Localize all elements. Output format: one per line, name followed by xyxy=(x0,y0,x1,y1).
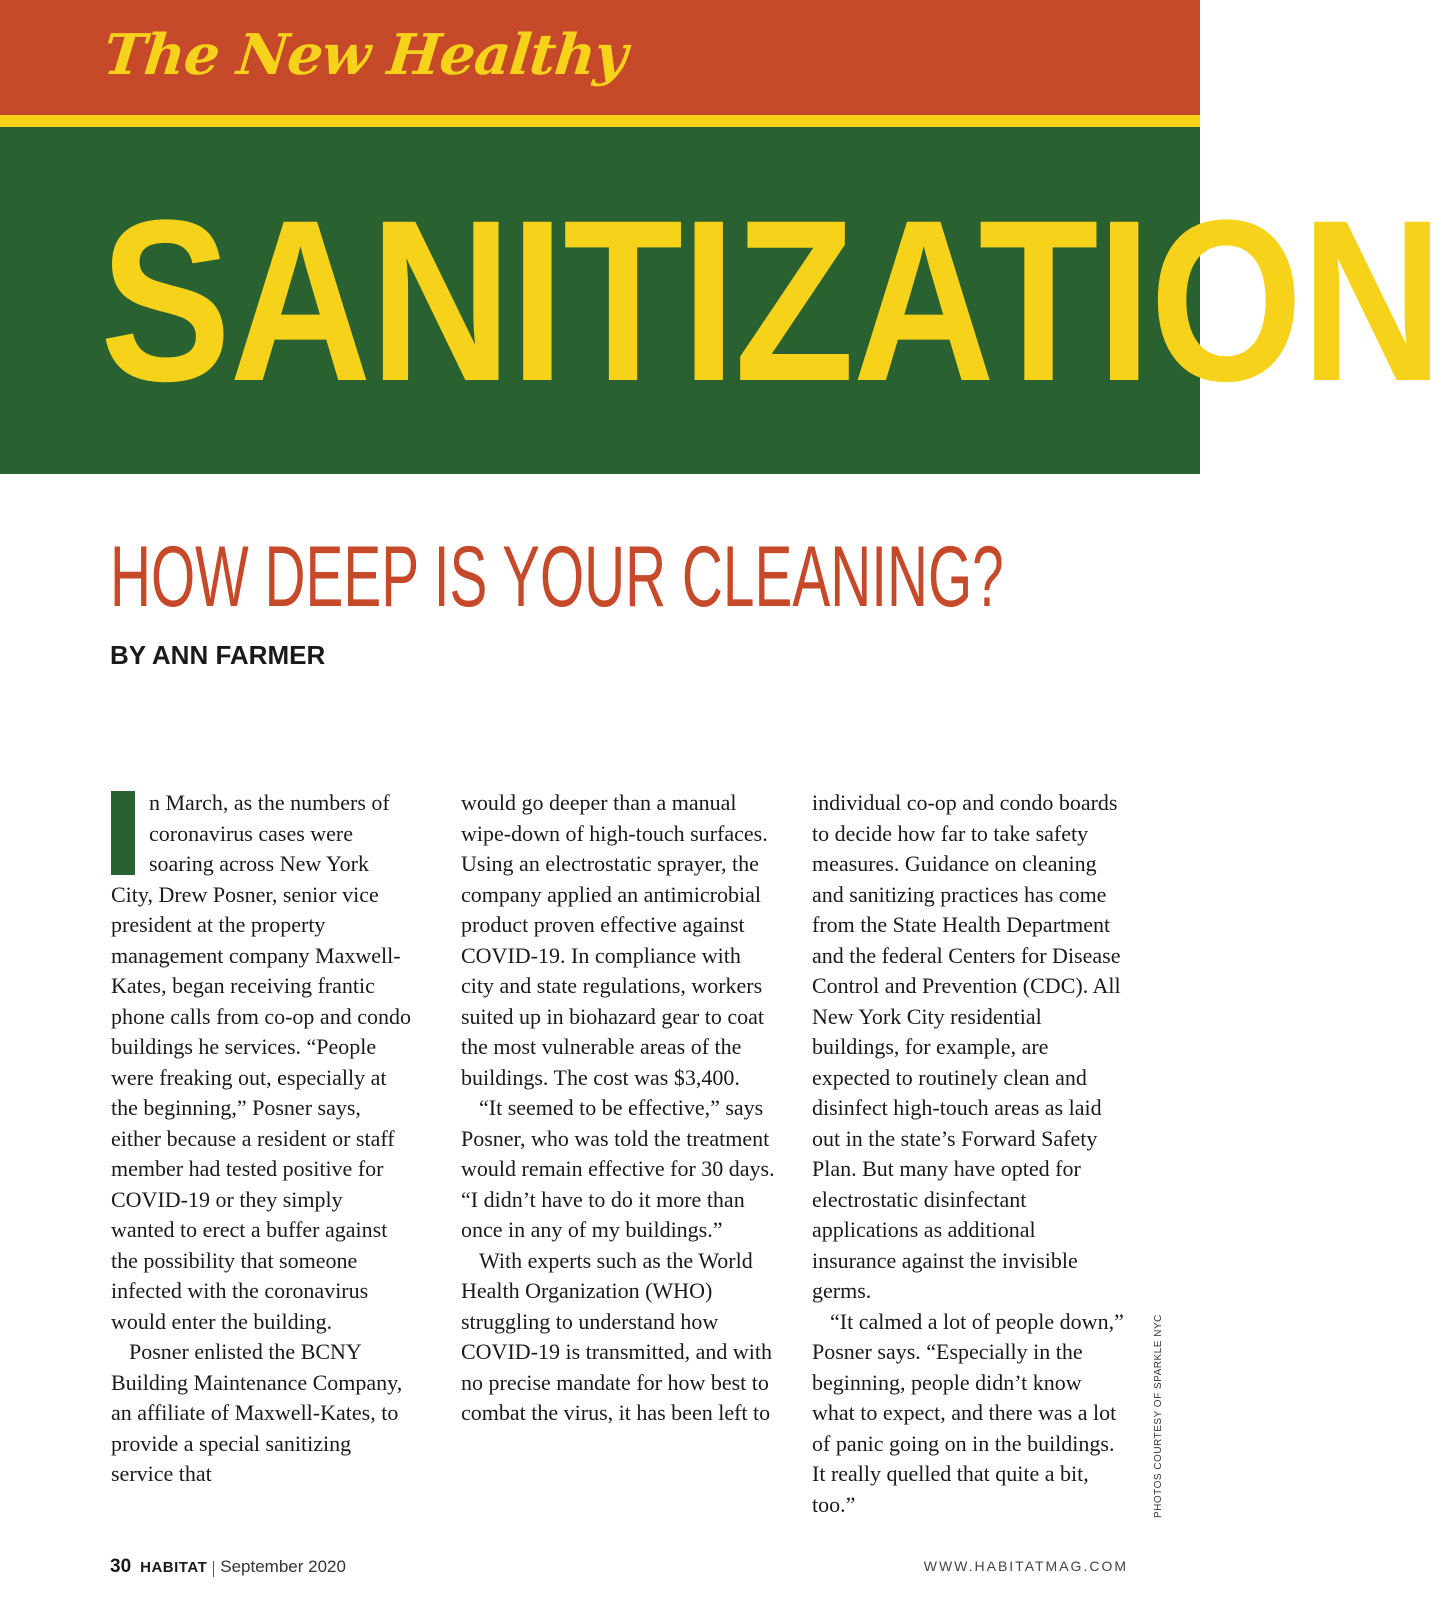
paragraph: “It seemed to be effective,” says Posner, who was told the treatment would remain effective for 30 days. “I didn’t have to do it more than once in any of my buildings.” xyxy=(461,1095,775,1242)
drop-cap xyxy=(111,777,138,884)
article-column-3 xyxy=(812,788,1124,1520)
paragraph: “It calmed a lot of people down,” Posner says. “Especially in the beginning, people didn’t know what to expect, and there was a lot of panic going on in the buildings. It really quelled that quite a bit, too.” xyxy=(812,1308,1124,1517)
article-byline: BY ANN FARMER xyxy=(110,640,326,670)
header-divider xyxy=(0,115,1200,127)
article-column-2 xyxy=(461,788,776,1429)
footer-folio xyxy=(110,1556,346,1582)
article-subtitle-wrapper xyxy=(110,529,1110,625)
issue-date: September 2020 xyxy=(220,1557,346,1576)
page-number: 30 xyxy=(110,1556,132,1577)
photo-credit: PHOTOS COURTESY OF SPARKLE NYC xyxy=(1153,1314,1164,1518)
website-url: WWW.HABITATMAG.COM xyxy=(923,1558,1128,1574)
drop-cap-letter: I xyxy=(111,777,138,884)
paragraph: individual co-op and condo boards to decide how far to take safety measures. Guidance on cleaning and sanitizing practices has come from the State Health Department and the federal Centers for Disease Control and Prevention (CDC). All New York City residential buildings, for example, are expected to routinely clean and disinfect high-touch areas as laid out in the state’s Forward Safety Plan. But many have opted for electrostatic disinfectant applications as additional insurance against the invisible germs. xyxy=(812,790,1121,1303)
article-subtitle: HOW DEEP IS YOUR CLEANING? xyxy=(110,529,1004,625)
section-kicker: The New Healthy xyxy=(100,22,630,88)
article-column-1 xyxy=(111,777,411,1490)
paragraph: With experts such as the World Health Organization (WHO) struggling to understand how COVID-19 is transmitted, and with no precise mandate for how best to combat the virus, it has been left to xyxy=(461,1247,773,1425)
page-title: SANITIZATION xyxy=(100,172,1441,429)
footer-divider xyxy=(213,1561,214,1577)
paragraph: n March, as the numbers of coronavirus cases were soaring across New York City, Drew Posner, senior vice president at the property management company Maxwell-Kates, began receiving frantic phone calls from co-op and condo buildings he services. “People were freaking out, especially at the beginning,” Posner says, either because a resident or staff member had tested positive for COVID-19 or they simply wanted to erect a buffer against the possibility that someone infected with the coronavirus would enter the building. xyxy=(111,790,411,1334)
paragraph: would go deeper than a manual wipe-down of high-touch surfaces. Using an electrostatic sprayer, the company applied an antimicrobial product proven effective against COVID-19. In compliance with city and state regulations, workers suited up in biohazard gear to coat the most vulnerable areas of the buildings. The cost was $3,400. xyxy=(461,790,768,1090)
page-title-wrapper xyxy=(100,172,1441,429)
magazine-name: HABITAT xyxy=(140,1559,208,1576)
paragraph: Posner enlisted the BCNY Building Maintenance Company, an affiliate of Maxwell-Kates, to provide a special sanitizing service that xyxy=(111,1339,403,1486)
